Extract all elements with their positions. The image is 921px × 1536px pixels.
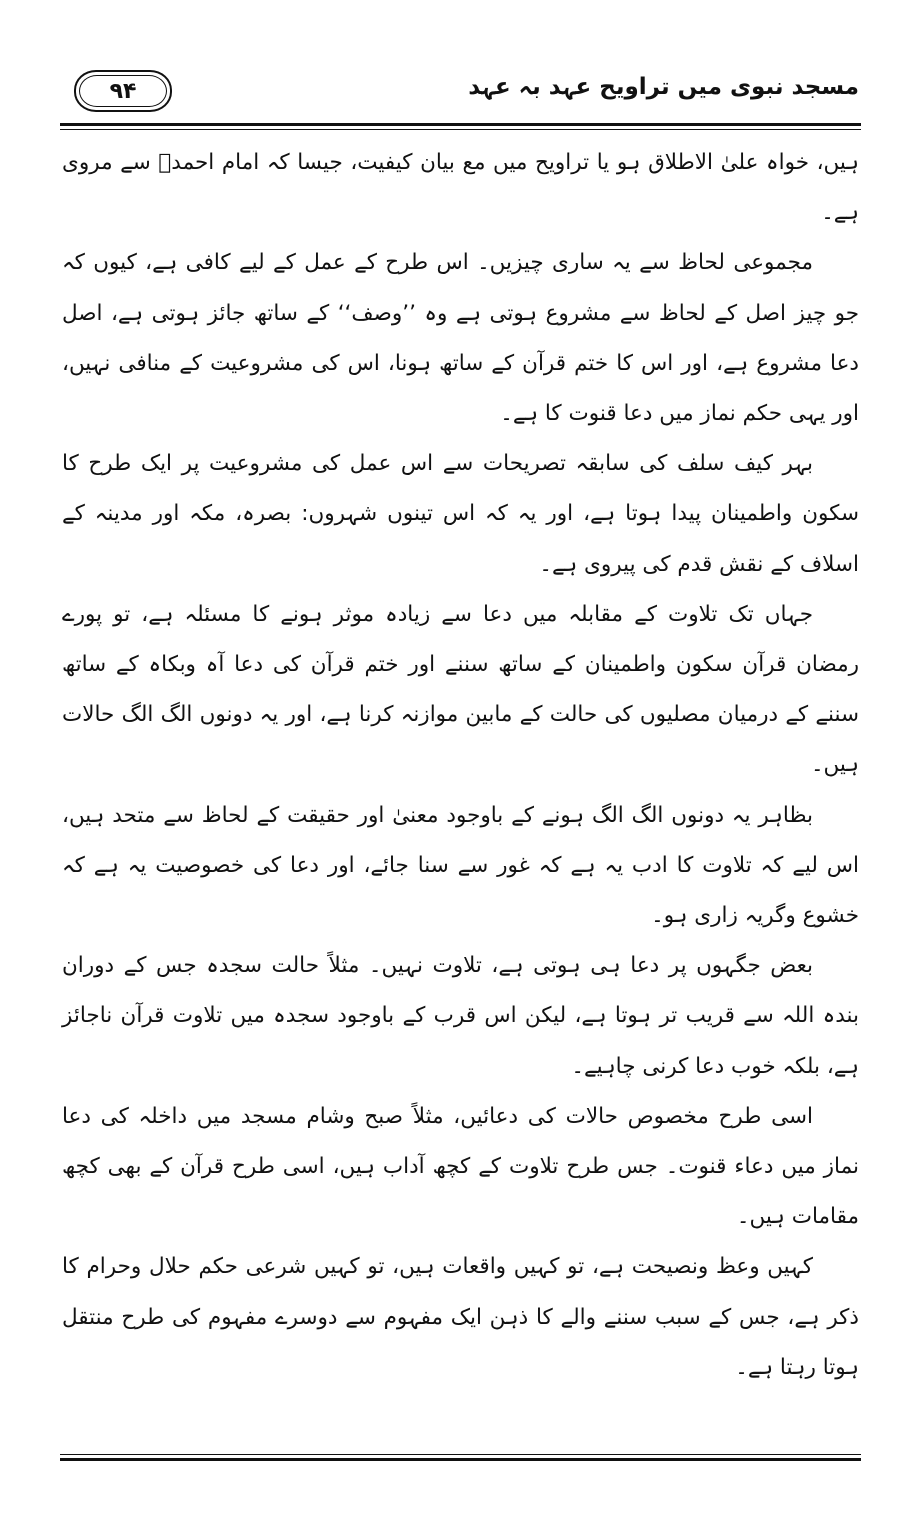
paragraph: مجموعی لحاظ سے یہ ساری چیزیں۔ اس طرح کے عمل کے لیے کافی ہے، کیوں کہ جو چیز اصل کے لحاظ سے مشروع ہوتی ہے وہ ’’وصف‘‘ کے ساتھ جائز ہوتی ہے، اصل دعا مشروع ہے، اور اس کا ختم قرآن کے ساتھ ہونا، اس کی مشروعیت کے منافی نہیں، اور یہی حکم نماز میں دعا قنوت کا ہے۔ — [62, 250, 859, 427]
page-number: ۹۴ — [109, 78, 137, 104]
paragraph: بہر کیف سلف کی سابقہ تصریحات سے اس عمل کی مشروعیت پر ایک طرح کا سکون واطمینان پیدا ہوتا ہے، اور یہ کہ اس تینوں شہروں: بصرہ، مکہ اور مدینہ کے اسلاف کے نقش قدم کی پیروی ہے۔ — [62, 451, 859, 577]
paragraph: بظاہر یہ دونوں الگ الگ ہونے کے باوجود معنیٰ اور حقیقت کے لحاظ سے متحد ہیں، اس لیے کہ تلاوت کا ادب یہ ہے کہ غور سے سنا جائے، اور دعا کی خصوصیت یہ ہے کہ خشوع وگریہ زاری ہو۔ — [62, 802, 859, 929]
page-title: مسجد نبوی میں تراویح عہد بہ عہد — [468, 74, 859, 100]
header-rule-thick — [60, 123, 861, 126]
page-number-badge — [74, 70, 172, 112]
body-text — [62, 138, 859, 1393]
paragraph: جہاں تک تلاوت کے مقابلہ میں دعا سے زیادہ موثر ہونے کا مسئلہ ہے، تو پورے رمضان قرآن سکون واطمینان کے ساتھ سننے اور ختم قرآن کی دعا آہ وبکاہ کے ساتھ سننے کے درمیان مصلیوں کی حالت کے مابین موازنہ کرنا ہے، اور یہ دونوں الگ الگ حالات ہیں۔ — [62, 601, 859, 778]
paragraph: بعض جگہوں پر دعا ہی ہوتی ہے، تلاوت نہیں۔ مثلاً حالت سجدہ جس کے دوران بندہ اللہ سے قریب تر ہوتا ہے، لیکن اس قرب کے باوجود سجدہ میں تلاوت قرآن ناجائز ہے، بلکہ خوب دعا کرنی چاہیے۔ — [62, 953, 859, 1079]
paragraph: کہیں وعظ ونصیحت ہے، تو کہیں واقعات ہیں، تو کہیں شرعی حکم حلال وحرام کا ذکر ہے، جس کے سبب سننے والے کا ذہن ایک مفہوم سے دوسرے مفہوم کی طرح منتقل ہوتا رہتا ہے۔ — [62, 1254, 859, 1380]
footer-rule-thin — [60, 1454, 861, 1455]
footer-rule-thick — [60, 1458, 861, 1461]
page-header — [62, 66, 859, 126]
paragraph: اسی طرح مخصوص حالات کی دعائیں، مثلاً صبح وشام مسجد میں داخلہ کی دعا نماز میں دعاء قنوت۔ جس طرح تلاوت کے کچھ آداب ہیں، اسی طرح قرآن کے بھی کچھ مقامات ہیں۔ — [62, 1103, 859, 1230]
paragraph: ہیں، خواہ علیٰ الاطلاق ہو یا تراویح میں مع بیان کیفیت، جیسا کہ امام احمدؒ سے مروی ہے۔ — [62, 150, 859, 226]
header-rule-thin — [60, 129, 861, 130]
